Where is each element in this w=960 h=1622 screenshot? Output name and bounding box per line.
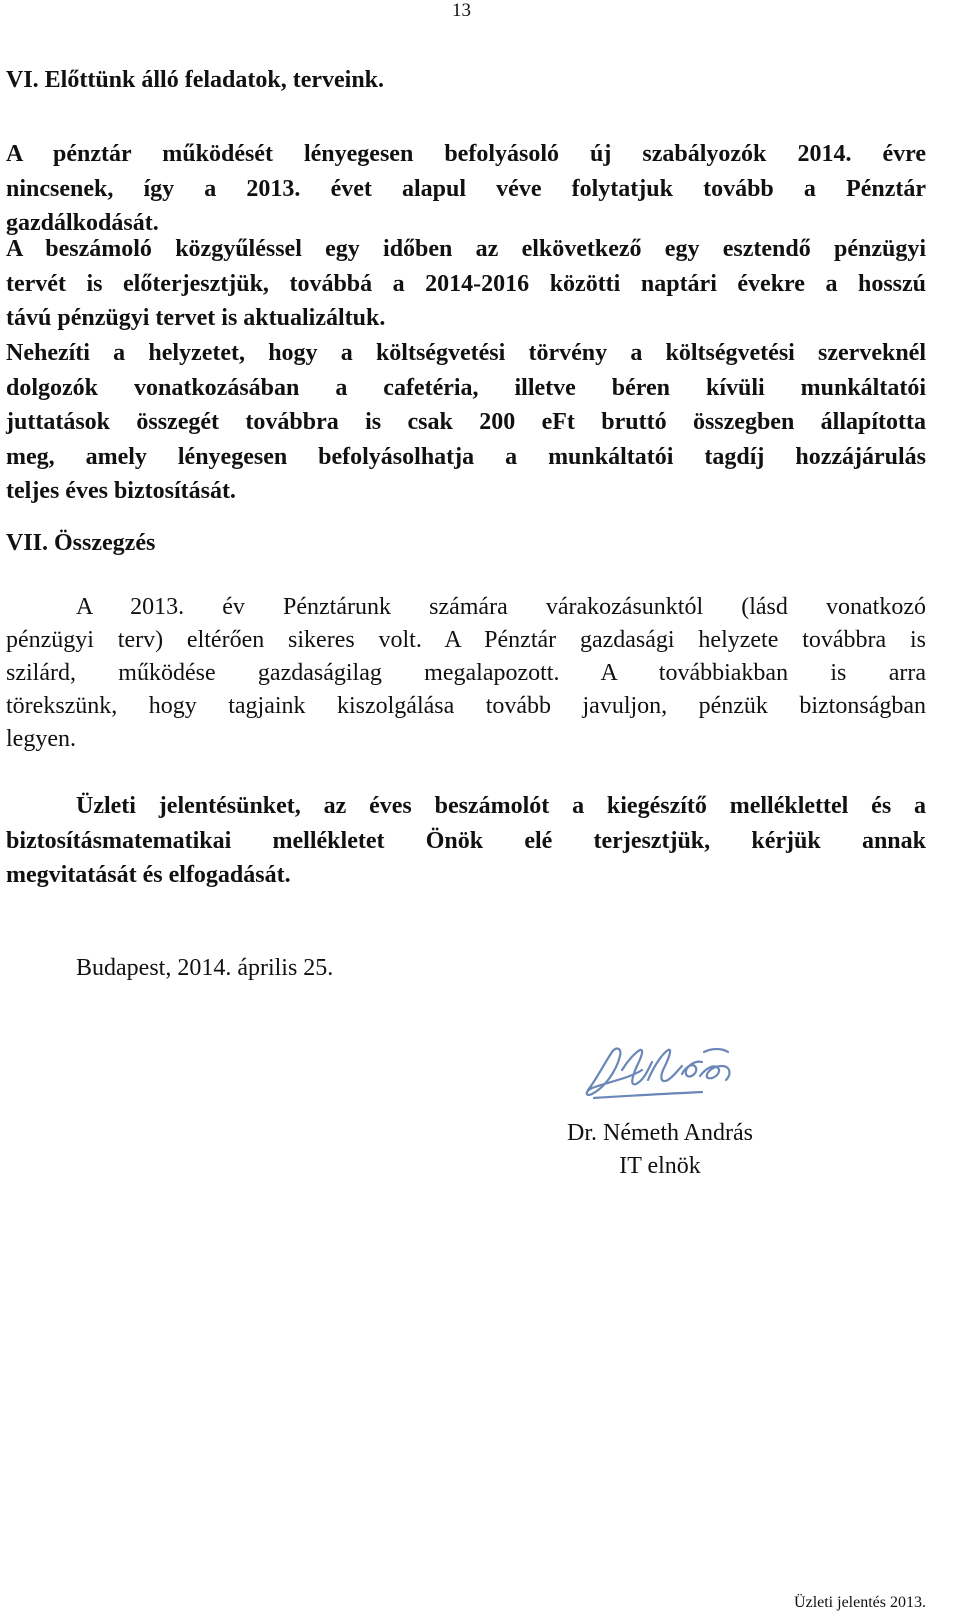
text-line: távú pénzügyi tervet is aktualizáltuk. (6, 305, 386, 332)
text-line: A pénztár működését lényegesen befolyásoló új szabályozók 2014. évre (6, 141, 926, 167)
text-line: nincsenek, így a 2013. évet alapul véve folytatjuk tovább a Pénztár (6, 175, 926, 202)
place-and-date: Budapest, 2014. április 25. (76, 955, 334, 981)
text-line: szilárd, működése gazdaságilag megalapozott. A továbbiakban is arra (6, 660, 926, 686)
page-footer: Üzleti jelentés 2013. (794, 1594, 926, 1611)
text-line: pénzügyi terv) eltérően sikeres volt. A Pénztár gazdasági helyzete továbbra is (6, 627, 926, 653)
text-line: tervét is előterjesztjük, továbbá a 2014-2016 közötti naptári évekre a hosszú (6, 270, 926, 297)
text-line: teljes éves biztosítását. (6, 478, 236, 505)
text-line: juttatások összegét továbbra is csak 200 eFt bruttó összegben állapította (6, 409, 926, 436)
text-line: meg, amely lényegesen befolyásolhatja a munkáltatói tagdíj hozzájárulás (6, 443, 926, 470)
text-line: gazdálkodását. (6, 210, 159, 237)
text-line: megvitatását és elfogadását. (6, 862, 291, 889)
section-7-heading: VII. Összegzés (6, 530, 156, 556)
signer-title: IT elnök (619, 1153, 701, 1179)
section-6-paragraph-1 (6, 137, 926, 241)
closing-paragraph (6, 789, 926, 893)
text-line: biztosításmatematikai mellékletet Önök elé terjesztjük, kérjük annak (6, 827, 926, 854)
section-6-paragraph-3 (6, 336, 926, 509)
signer-name: Dr. Németh András (567, 1120, 753, 1146)
section-6-paragraph-2 (6, 232, 926, 336)
text-line: A beszámoló közgyűléssel egy időben az elkövetkező egy esztendő pénzügyi (6, 236, 926, 262)
text-line: dolgozók vonatkozásában a cafetéria, illetve béren kívüli munkáltatói (6, 374, 926, 401)
summary-paragraph (6, 591, 926, 756)
page-number: 13 (452, 0, 471, 21)
signer-block (540, 1117, 780, 1183)
text-line: legyen. (6, 726, 76, 752)
text-line: Nehezíti a helyzetet, hogy a költségvetési törvény a költségvetési szerveknél (6, 340, 926, 366)
text-line: törekszünk, hogy tagjaink kiszolgálása tovább javuljon, pénzük biztonságban (6, 693, 926, 719)
text-line: Üzleti jelentésünket, az éves beszámolót a kiegészítő melléklettel és a (76, 793, 926, 819)
signature-image (582, 1040, 742, 1102)
section-6-heading: VI. Előttünk álló feladatok, terveink. (6, 67, 385, 93)
text-line: A 2013. év Pénztárunk számára várakozásunktól (lásd vonatkozó (76, 594, 926, 620)
